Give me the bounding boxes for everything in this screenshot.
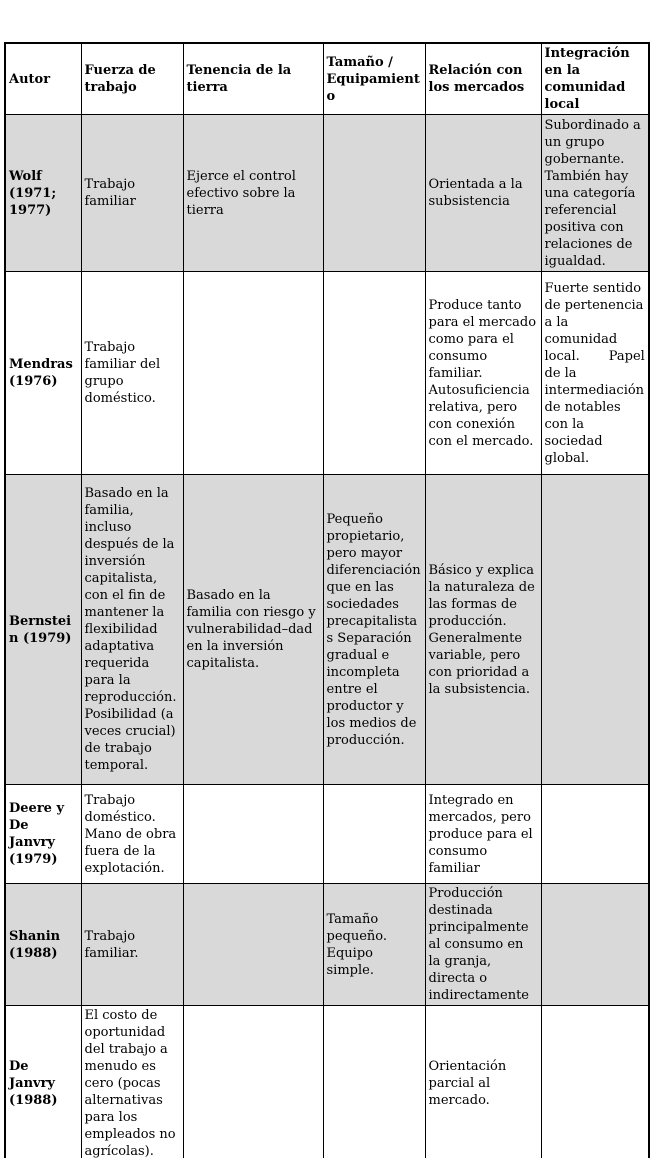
table-cell: Trabajo familiar del grupo doméstico.: [81, 272, 183, 475]
table-cell: [183, 272, 323, 475]
table-cell: [323, 272, 425, 475]
table-cell: [183, 884, 323, 1006]
table-cell: El costo de oportunidad del trabajo a menudo es cero (pocas alternativas para los empleados no agrícolas).: [81, 1006, 183, 1158]
column-header-tamano-equipamiento: Tamaño / Equipamiento: [323, 43, 425, 115]
table-cell: Orientación parcial al mercado.: [425, 1006, 541, 1158]
table-cell: Produce tanto para el mercado como para el consumo familiar. Autosuficiencia relativa, pero con conexión con el mercado.: [425, 272, 541, 475]
table-cell: Producción destinada principalmente al consumo en la granja, directa o indirectamente: [425, 884, 541, 1006]
table-cell: Basado en la familia con riesgo y vulnerabilidad–dad en la inversión capitalista.: [183, 475, 323, 785]
table-cell: [541, 1006, 649, 1158]
author-cell: De Janvry (1988): [5, 1006, 81, 1158]
table-row-de-janvry: [5, 1006, 649, 1158]
table-cell: Basado en la familia, incluso después de la inversión capitalista, con el fin de mantener la flexibilidad adaptativa requerida para la reproducción. Posibilidad (a veces crucial) de trabajo temporal.: [81, 475, 183, 785]
author-cell: Deere y De Janvry (1979): [5, 785, 81, 884]
table-cell: [323, 785, 425, 884]
author-cell: Shanin (1988): [5, 884, 81, 1006]
author-cell: Wolf (1971; 1977): [5, 115, 81, 272]
table-cell: [323, 1006, 425, 1158]
table-row-bernstein: [5, 475, 649, 785]
table-cell: Trabajo familiar: [81, 115, 183, 272]
table-row-mendras: [5, 272, 649, 475]
author-cell: Bernstein (1979): [5, 475, 81, 785]
table-cell: Básico y explica la naturaleza de las formas de producción. Generalmente variable, pero con prioridad a la subsistencia.: [425, 475, 541, 785]
table-cell: Ejerce el control efectivo sobre la tierra: [183, 115, 323, 272]
table-cell: Fuerte sentido de pertenencia a la comunidad local. Papel de la intermediación de notables con la sociedad global.: [541, 272, 649, 475]
column-header-tenencia-de-la-tierra: Tenencia de la tierra: [183, 43, 323, 115]
author-cell: Mendras (1976): [5, 272, 81, 475]
table-cell: Pequeño propietario, pero mayor diferenciación que en las sociedades precapitalistas Separación gradual e incompleta entre el productor y los medios de producción.: [323, 475, 425, 785]
column-header-autor: Autor: [5, 43, 81, 115]
table-cell: Trabajo doméstico. Mano de obra fuera de la explotación.: [81, 785, 183, 884]
table-cell: [183, 785, 323, 884]
header-row: [5, 43, 649, 115]
table-cell: Subordinado a un grupo gobernante. También hay una categoría referencial positiva con relaciones de igualdad.: [541, 115, 649, 272]
authors-comparison-table: [4, 42, 650, 1158]
table-cell: [183, 1006, 323, 1158]
column-header-relacion-con-los-mercados: Relación con los mercados: [425, 43, 541, 115]
table-cell: [541, 884, 649, 1006]
table-cell: [541, 785, 649, 884]
table-row-wolf: [5, 115, 649, 272]
table-row-deere-de-janvry: [5, 785, 649, 884]
table-cell: Integrado en mercados, pero produce para el consumo familiar: [425, 785, 541, 884]
column-header-fuerza-de-trabajo: Fuerza de trabajo: [81, 43, 183, 115]
table-cell: Trabajo familiar.: [81, 884, 183, 1006]
column-header-integracion-comunidad-local: Integración en la comunidad local: [541, 43, 649, 115]
table-row-shanin: [5, 884, 649, 1006]
table-cell: Tamaño pequeño. Equipo simple.: [323, 884, 425, 1006]
table-cell: [323, 115, 425, 272]
table-cell: Orientada a la subsistencia: [425, 115, 541, 272]
table-cell: [541, 475, 649, 785]
